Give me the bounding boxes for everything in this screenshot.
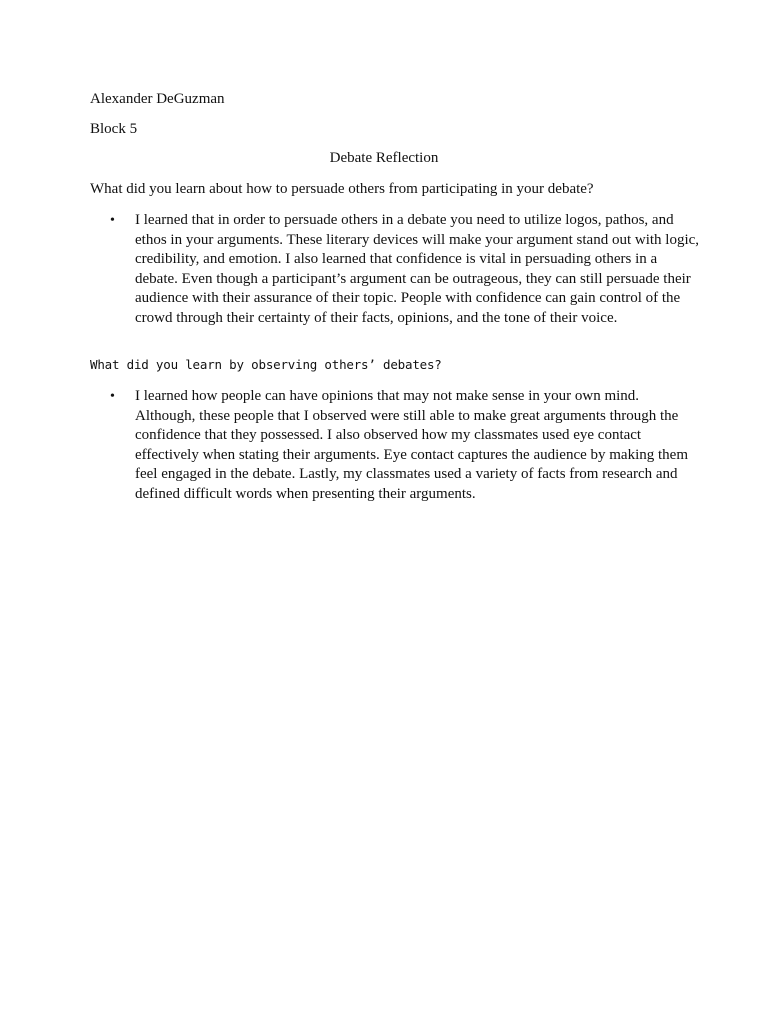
answer-2-text: I learned how people can have opinions that may not make sense in your own mind. Although, these people that I observed were still able to make great arguments through the confidence that they possessed. I also observed how my classmates used eye contact effectively when stating their arguments. Eye contact captures the audience by making them feel engaged in the debate. Lastly, my classmates used a variety of facts from research and defined difficult words when presenting their arguments. [135,388,689,502]
author-name: Alexander DeGuzman [90,91,225,107]
bullet-icon: • [110,389,115,404]
answer-2-list-item [110,387,700,505]
bullet-icon: • [110,213,115,228]
class-block: Block 5 [90,121,138,137]
document-title: Debate Reflection [329,150,439,166]
question-2: What did you learn by observing others’ debates? [90,357,442,372]
answer-1-list-item [110,211,700,329]
answer-1-text: I learned that in order to persuade others in a debate you need to utilize logos, pathos, and ethos in your arguments. These literary devices will make your argument stand out with logic, credibility, and emotion. I also learned that confidence is vital in persuading others in a debate. Even though a participant’s argument can be outrageous, they can still persuade their audience with their assurance of their topic. People with confidence can gain control of the crowd through their certainty of their facts, opinions, and the tone of their voice. [135,212,700,326]
question-1: What did you learn about how to persuade others from participating in your debate? [90,181,594,197]
